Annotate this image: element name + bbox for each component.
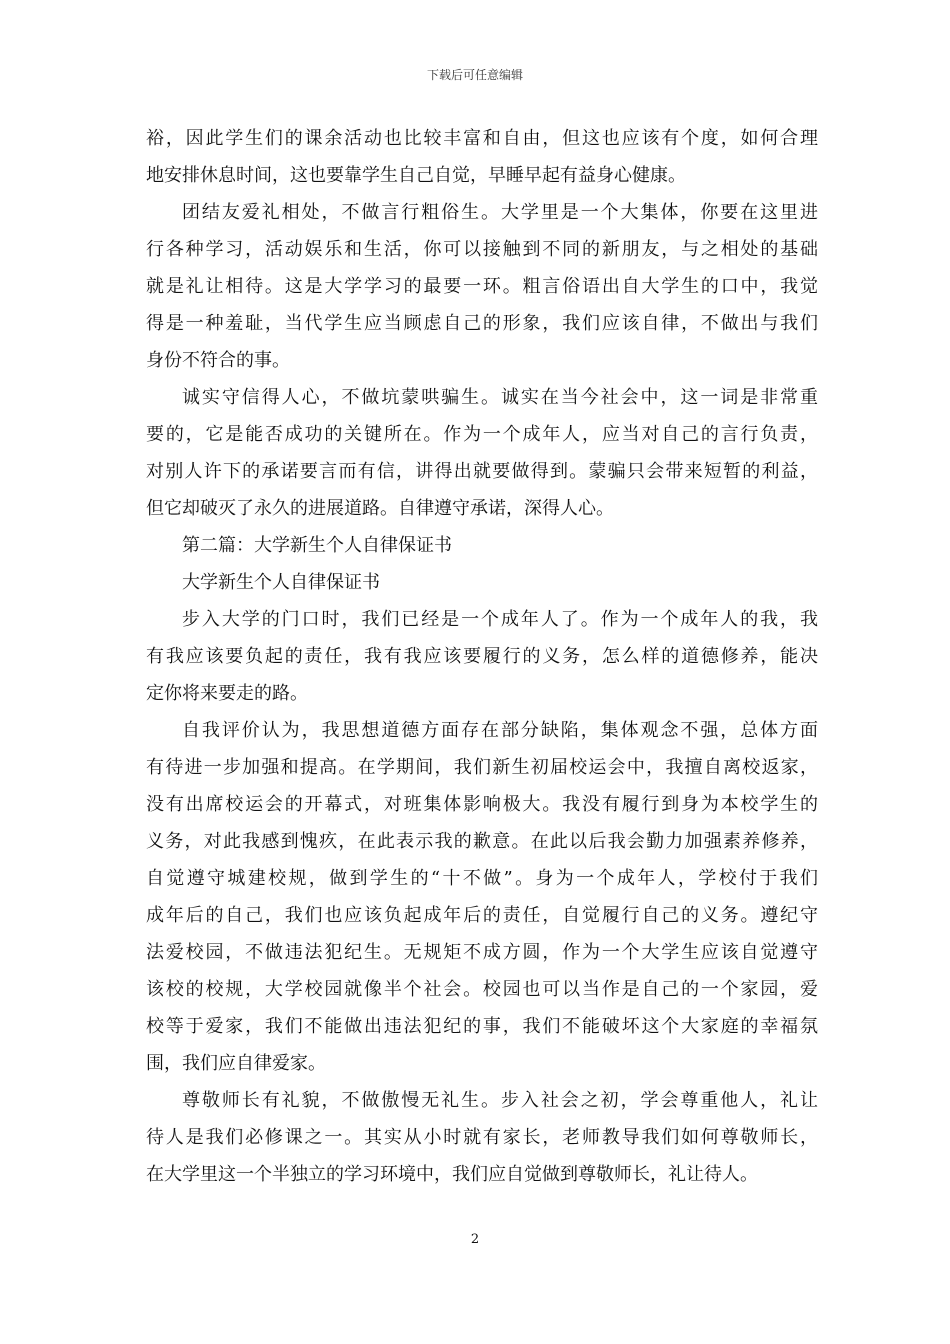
text-line: 行各种学习，活动娱乐和生活，你可以接触到不同的新朋友，与之相处的基础 (146, 239, 818, 260)
text-line: 义务，对此我感到愧疚，在此表示我的歉意。在此以后我会勤力加强素养修养， (146, 831, 818, 852)
text-line: 法爱校园，不做违法犯纪生。无规矩不成方圆，作为一个大学生应该自觉遵守 (146, 942, 818, 963)
text-line: 身份不符合的事。 (146, 350, 290, 371)
text-line: 有我应该要负起的责任，我有我应该要履行的义务，怎么样的道德修养，能决 (146, 646, 818, 667)
text-line: 大学新生个人自律保证书 (182, 572, 380, 593)
text-line: 尊敬师长有礼貌，不做傲慢无礼生。步入社会之初，学会尊重他人，礼让 (182, 1090, 818, 1111)
text-line: 自我评价认为，我思想道德方面存在部分缺陷，集体观念不强，总体方面 (182, 720, 818, 741)
page-number: 2 (470, 1232, 480, 1247)
page-header: 下载后可任意编辑 (426, 68, 523, 82)
text-line: 对别人许下的承诺要言而有信，讲得出就要做得到。蒙骗只会带来短暂的利益， (146, 461, 818, 482)
document-body (146, 120, 818, 1193)
text-line: 待人是我们必修课之一。其实从小时就有家长，老师教导我们如何尊敬师长， (146, 1127, 818, 1148)
text-line: 第二篇：大学新生个人自律保证书 (182, 535, 452, 556)
text-line: 地安排休息时间，这也要靠学生自己自觉，早睡早起有益身心健康。 (146, 165, 686, 186)
text-line: 就是礼让相待。这是大学学习的最要一环。粗言俗语出自大学生的口中，我觉 (146, 276, 818, 297)
text-line: 该校的校规，大学校园就像半个社会。校园也可以当作是自己的一个家园，爱 (146, 979, 818, 1000)
text-line: 诚实守信得人心，不做坑蒙哄骗生。诚实在当今社会中，这一词是非常重 (182, 387, 818, 408)
text-line: 定你将来要走的路。 (146, 683, 308, 704)
text-line: 自觉遵守城建校规，做到学生的“十不做”。身为一个成年人，学校付于我们 (146, 868, 818, 889)
text-line: 没有出席校运会的开幕式，对班集体影响极大。我没有履行到身为本校学生的 (146, 794, 818, 815)
text-line: 有待进一步加强和提高。在学期间，我们新生初届校运会中，我擅自离校返家， (146, 757, 818, 778)
text-line: 得是一种羞耻，当代学生应当顾虑自己的形象，我们应该自律，不做出与我们 (146, 313, 818, 334)
text-line: 校等于爱家，我们不能做出违法犯纪的事，我们不能破坏这个大家庭的幸福氛 (146, 1016, 818, 1037)
text-line: 裕，因此学生们的课余活动也比较丰富和自由，但这也应该有个度，如何合理 (146, 128, 818, 149)
text-line: 团结友爱礼相处，不做言行粗俗生。大学里是一个大集体，你要在这里进 (182, 202, 818, 223)
text-line: 要的，它是能否成功的关键所在。作为一个成年人，应当对自己的言行负责， (146, 424, 818, 445)
text-line: 步入大学的门口时，我们已经是一个成年人了。作为一个成年人的我，我 (182, 609, 818, 630)
text-line: 成年后的自己，我们也应该负起成年后的责任，自觉履行自己的义务。遵纪守 (146, 905, 818, 926)
text-line: 围，我们应自律爱家。 (146, 1053, 326, 1074)
text-line: 在大学里这一个半独立的学习环境中，我们应自觉做到尊敬师长，礼让待人。 (146, 1164, 758, 1185)
text-line: 但它却破灭了永久的进展道路。自律遵守承诺，深得人心。 (146, 498, 614, 519)
